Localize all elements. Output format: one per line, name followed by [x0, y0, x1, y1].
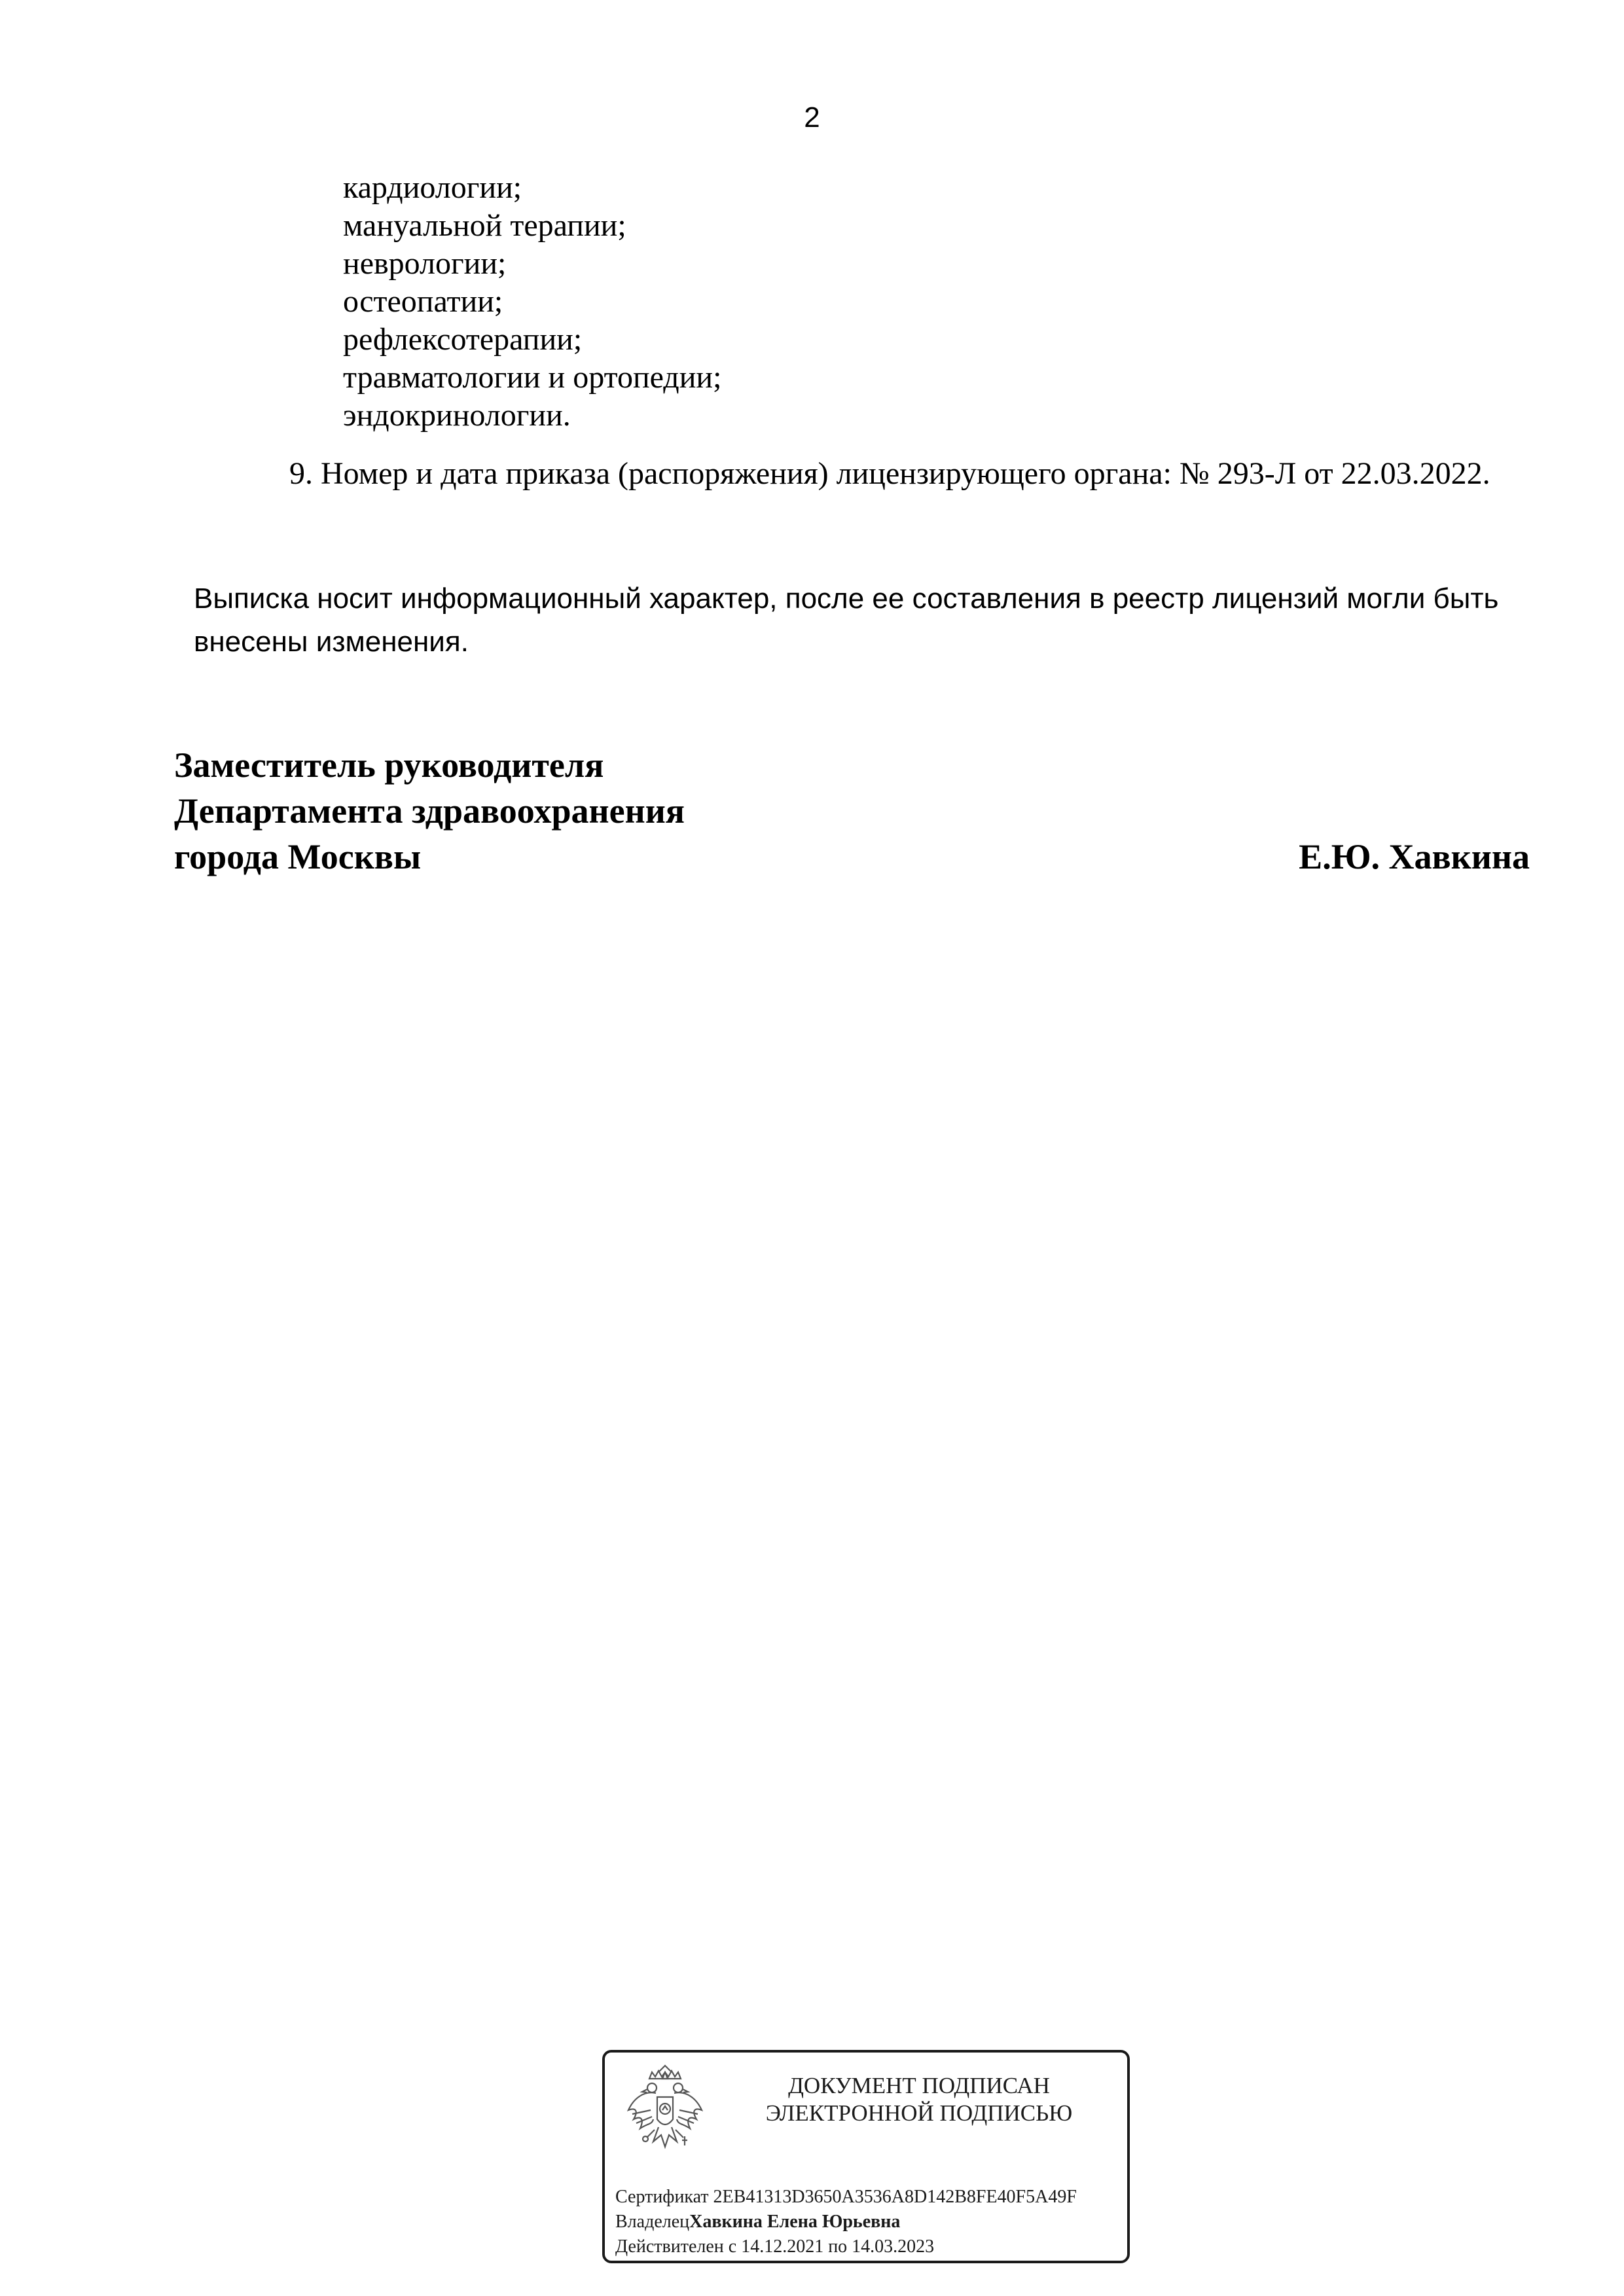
specialty-item: неврологии;: [343, 246, 507, 281]
owner-row: [615, 2210, 1077, 2234]
stamp-title-line: ДОКУМЕНТ ПОДПИСАН: [788, 2073, 1050, 2098]
signer-position-line: Заместитель руководителя: [174, 745, 604, 785]
certificate-value: 2EB41313D3650A3536A8D142B8FE40F5A49F: [713, 2187, 1077, 2207]
signer-position-line: Департамента здравоохранения: [174, 791, 685, 831]
informational-notice: Выписка носит информационный характер, после ее составления в реестр лицензий могли быть внесены изменения.: [194, 583, 1499, 658]
specialty-item: мануальной терапии;: [343, 208, 626, 243]
electronic-signature-stamp: [602, 2050, 1130, 2263]
specialty-item: кардиологии;: [343, 170, 522, 205]
owner-value: Хавкина Елена Юрьевна: [689, 2212, 901, 2232]
certificate-row: [615, 2185, 1077, 2210]
page-number: 2: [804, 101, 820, 134]
specialty-item: остеопатии;: [343, 284, 503, 319]
signer-position-line: города Москвы: [174, 837, 422, 876]
signer-position: [174, 742, 685, 880]
order-number-line: 9. Номер и дата приказа (распоряжения) лицензирующего органа: № 293-Л от 22.03.2022.: [289, 456, 1490, 491]
stamp-title: [710, 2072, 1128, 2127]
specialty-item: рефлексотерапии;: [343, 322, 583, 357]
validity-row: Действителен с 14.12.2021 по 14.03.2023: [615, 2236, 935, 2257]
stamp-title-line: ЭЛЕКТРОННОЙ ПОДПИСЬЮ: [765, 2100, 1073, 2126]
owner-label: Владелец: [615, 2212, 690, 2232]
certificate-label: Сертификат: [615, 2187, 709, 2207]
specialty-item: травматологии и ортопедии;: [343, 360, 722, 395]
specialty-item: эндокринологии.: [343, 398, 571, 433]
signer-name: Е.Ю. Хавкина: [1299, 837, 1530, 876]
specialty-list: [343, 169, 721, 435]
double-headed-eagle-emblem-icon: [624, 2064, 706, 2162]
stamp-details: [615, 2185, 1077, 2259]
